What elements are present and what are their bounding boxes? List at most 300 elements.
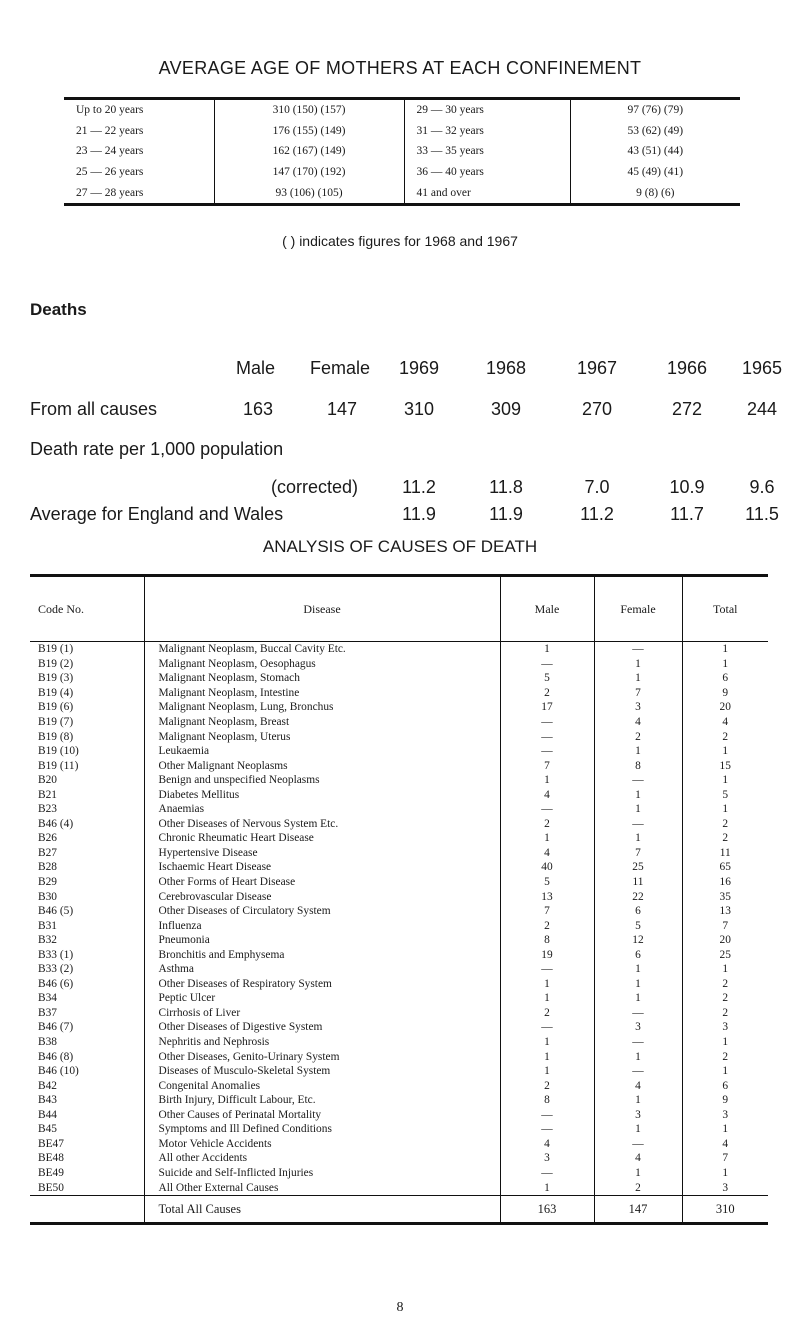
cause-disease: Nephritis and Nephrosis xyxy=(144,1035,500,1050)
cause-disease: Motor Vehicle Accidents xyxy=(144,1137,500,1152)
total-label: Total All Causes xyxy=(144,1195,500,1223)
deaths-header-1968: 1968 xyxy=(485,358,527,378)
cause-female: — xyxy=(594,773,682,788)
death-rate-1968: 11.8 xyxy=(489,477,523,497)
cause-female: 1 xyxy=(594,1166,682,1181)
table-row xyxy=(30,1122,768,1137)
cause-female: 1 xyxy=(594,1093,682,1108)
cause-disease: Malignant Neoplasm, Uterus xyxy=(144,729,500,744)
deaths-heading: Deaths xyxy=(30,300,87,319)
cause-total: 1 xyxy=(722,803,729,816)
cause-code: B19 (10) xyxy=(30,744,144,759)
cause-code: B19 (2) xyxy=(30,657,144,672)
table-row xyxy=(30,686,768,701)
cause-code: B19 (6) xyxy=(30,700,144,715)
cause-disease: Other Diseases of Nervous System Etc. xyxy=(144,817,500,832)
cause-male: — xyxy=(500,802,594,817)
cause-disease: Other Diseases of Respiratory System xyxy=(144,977,500,992)
cause-male: — xyxy=(500,729,594,744)
age-row xyxy=(64,182,740,204)
cause-disease: Leukaemia xyxy=(144,744,500,759)
age-range-left: 21 — 22 years xyxy=(64,121,214,142)
table-row xyxy=(30,1035,768,1050)
deaths-header-male: Male xyxy=(236,358,276,378)
death-rate-label: Death rate per 1,000 population xyxy=(30,439,284,459)
cause-code: B19 (11) xyxy=(30,758,144,773)
total-female: 147 xyxy=(594,1195,682,1223)
cause-female: 22 xyxy=(594,889,682,904)
table-row xyxy=(30,642,768,657)
cause-female: 1 xyxy=(594,991,682,1006)
cause-female: 1 xyxy=(594,962,682,977)
age-values-left: 147 (170) (192) xyxy=(214,162,404,183)
cause-male: 8 xyxy=(500,933,594,948)
age-range-right: 41 and over xyxy=(404,182,570,204)
cause-code: B43 xyxy=(30,1093,144,1108)
cause-disease: Malignant Neoplasm, Breast xyxy=(144,715,500,730)
table-row xyxy=(30,715,768,730)
england-wales-1969: 11.9 xyxy=(402,504,436,524)
cause-total: 20 xyxy=(719,701,731,714)
age-range-left: 25 — 26 years xyxy=(64,162,214,183)
cause-total: 7 xyxy=(722,919,729,932)
table-row xyxy=(30,933,768,948)
cause-code: B37 xyxy=(30,1006,144,1021)
cause-disease: Influenza xyxy=(144,918,500,933)
figures-note: ( ) indicates figures for 1968 and 1967 xyxy=(282,233,518,249)
cause-male: 4 xyxy=(500,787,594,802)
age-range-left: Up to 20 years xyxy=(64,99,214,121)
cause-female: — xyxy=(594,1064,682,1079)
death-rate-1965: 9.6 xyxy=(749,477,775,497)
cause-disease: Symptoms and Ill Defined Conditions xyxy=(144,1122,500,1137)
cause-male: 1 xyxy=(500,1064,594,1079)
deaths-header-1966: 1966 xyxy=(666,358,708,378)
cause-male: 2 xyxy=(500,1078,594,1093)
cause-code: B29 xyxy=(30,875,144,890)
cause-total: 20 xyxy=(719,934,731,947)
table-row xyxy=(30,1108,768,1123)
cause-male: 40 xyxy=(500,860,594,875)
age-range-right: 33 — 35 years xyxy=(404,141,570,162)
table-row xyxy=(30,918,768,933)
cause-female: 1 xyxy=(594,671,682,686)
table-row xyxy=(30,657,768,672)
cause-male: — xyxy=(500,744,594,759)
cause-disease: Benign and unspecified Neoplasms xyxy=(144,773,500,788)
cause-code: BE48 xyxy=(30,1151,144,1166)
cause-code: B19 (1) xyxy=(30,642,144,657)
table-row xyxy=(30,1180,768,1195)
age-values-left: 162 (167) (149) xyxy=(214,141,404,162)
cause-total: 2 xyxy=(722,817,729,830)
cause-female: 1 xyxy=(594,977,682,992)
table-row xyxy=(30,991,768,1006)
table-row xyxy=(30,1093,768,1108)
cause-total: 3 xyxy=(722,1108,729,1121)
cause-total: 2 xyxy=(722,1050,729,1063)
cause-total: 2 xyxy=(722,1006,729,1019)
age-values-left: 310 (150) (157) xyxy=(214,99,404,121)
cause-total: 15 xyxy=(719,759,731,772)
cause-total: 3 xyxy=(722,1181,729,1194)
age-row xyxy=(64,162,740,183)
cause-male: — xyxy=(500,1122,594,1137)
cause-total: 6 xyxy=(722,1079,729,1092)
causes-of-death-table xyxy=(30,574,768,1225)
cause-code: B19 (4) xyxy=(30,686,144,701)
cause-female: 1 xyxy=(594,802,682,817)
table-row xyxy=(30,875,768,890)
cause-code: B26 xyxy=(30,831,144,846)
table-row xyxy=(30,947,768,962)
age-values-right: 45 (49) (41) xyxy=(627,166,684,179)
cause-male: — xyxy=(500,715,594,730)
table-row xyxy=(30,758,768,773)
cause-male: 2 xyxy=(500,686,594,701)
table-row xyxy=(30,977,768,992)
cause-male: 1 xyxy=(500,991,594,1006)
age-values-right: 97 (76) (79) xyxy=(627,104,684,117)
cause-disease: Ischaemic Heart Disease xyxy=(144,860,500,875)
cause-disease: Other Diseases, Genito-Urinary System xyxy=(144,1049,500,1064)
age-values-right: 9 (8) (6) xyxy=(636,186,675,199)
cause-disease: All Other External Causes xyxy=(144,1180,500,1195)
cause-disease: Pneumonia xyxy=(144,933,500,948)
cause-female: 6 xyxy=(594,904,682,919)
cause-male: 1 xyxy=(500,1049,594,1064)
cause-male: — xyxy=(500,657,594,672)
death-rate-1966: 10.9 xyxy=(669,477,705,497)
cause-female: 11 xyxy=(594,875,682,890)
england-wales-1966: 11.7 xyxy=(670,504,704,524)
cause-code: B34 xyxy=(30,991,144,1006)
cause-total: 9 xyxy=(722,686,729,699)
cause-code: B46 (10) xyxy=(30,1064,144,1079)
cause-female: 25 xyxy=(594,860,682,875)
total-total: 310 xyxy=(682,1195,768,1223)
cause-female: 2 xyxy=(594,729,682,744)
age-range-right: 36 — 40 years xyxy=(404,162,570,183)
cause-total: 2 xyxy=(722,832,729,845)
cause-total: 1 xyxy=(722,1166,729,1179)
cause-female: 4 xyxy=(594,1078,682,1093)
cause-code: B31 xyxy=(30,918,144,933)
header-female: Female xyxy=(594,576,682,642)
cause-male: 7 xyxy=(500,758,594,773)
cause-total: 1 xyxy=(722,963,729,976)
header-male: Male xyxy=(500,576,594,642)
cause-male: 7 xyxy=(500,904,594,919)
cause-male: — xyxy=(500,1108,594,1123)
cause-code: B19 (8) xyxy=(30,729,144,744)
table-row xyxy=(30,787,768,802)
cause-disease: Anaemias xyxy=(144,802,500,817)
cause-male: 1 xyxy=(500,831,594,846)
age-values-left: 176 (155) (149) xyxy=(214,121,404,142)
age-range-right: 29 — 30 years xyxy=(404,99,570,121)
cause-total: 6 xyxy=(722,672,729,685)
deaths-header-1967: 1967 xyxy=(576,358,618,378)
all-causes-male: 163 xyxy=(242,399,274,419)
cause-female: 6 xyxy=(594,947,682,962)
cause-total: 2 xyxy=(722,977,729,990)
cause-female: 2 xyxy=(594,1180,682,1195)
cause-code: BE49 xyxy=(30,1166,144,1181)
cause-male: 13 xyxy=(500,889,594,904)
age-row xyxy=(64,99,740,121)
deaths-header-1965: 1965 xyxy=(741,358,783,378)
cause-code: BE47 xyxy=(30,1137,144,1152)
cause-code: B46 (6) xyxy=(30,977,144,992)
cause-female: — xyxy=(594,1137,682,1152)
cause-code: B23 xyxy=(30,802,144,817)
cause-male: 19 xyxy=(500,947,594,962)
cause-code: B46 (7) xyxy=(30,1020,144,1035)
table-row xyxy=(30,1006,768,1021)
cause-male: 5 xyxy=(500,875,594,890)
all-causes-1969: 310 xyxy=(403,399,435,419)
england-wales-label: Average for England and Wales xyxy=(30,504,284,524)
all-causes-label: From all causes xyxy=(30,399,158,419)
table-row xyxy=(30,1137,768,1152)
cause-male: — xyxy=(500,1166,594,1181)
cause-total: 5 xyxy=(722,788,729,801)
cause-code: B30 xyxy=(30,889,144,904)
cause-female: — xyxy=(594,1006,682,1021)
cause-male: 4 xyxy=(500,846,594,861)
table-row xyxy=(30,860,768,875)
cause-female: 1 xyxy=(594,657,682,672)
england-wales-1965: 11.5 xyxy=(745,504,779,524)
cause-male: 4 xyxy=(500,1137,594,1152)
table-row xyxy=(30,1166,768,1181)
death-rate-1967: 7.0 xyxy=(584,477,610,497)
cause-disease: Malignant Neoplasm, Intestine xyxy=(144,686,500,701)
cause-female: 3 xyxy=(594,700,682,715)
cause-total: 65 xyxy=(719,861,731,874)
deaths-header-female: Female xyxy=(310,358,371,378)
header-total: Total xyxy=(682,576,768,642)
cause-female: 3 xyxy=(594,1020,682,1035)
cause-male: 1 xyxy=(500,1180,594,1195)
cause-total: 16 xyxy=(719,876,731,889)
all-causes-female: 147 xyxy=(326,399,358,419)
cause-male: 2 xyxy=(500,817,594,832)
cause-total: 35 xyxy=(719,890,731,903)
cause-disease: Birth Injury, Difficult Labour, Etc. xyxy=(144,1093,500,1108)
cause-total: 13 xyxy=(719,905,731,918)
table-row xyxy=(30,1049,768,1064)
cause-code: B19 (7) xyxy=(30,715,144,730)
cause-male: 5 xyxy=(500,671,594,686)
table-row xyxy=(30,1151,768,1166)
cause-disease: All other Accidents xyxy=(144,1151,500,1166)
death-rate-1969: 11.2 xyxy=(402,477,436,497)
cause-code: B45 xyxy=(30,1122,144,1137)
cause-female: 1 xyxy=(594,744,682,759)
table-row xyxy=(30,817,768,832)
cause-disease: Hypertensive Disease xyxy=(144,846,500,861)
table-row xyxy=(30,1064,768,1079)
table-row xyxy=(30,744,768,759)
cause-total: 3 xyxy=(722,1021,729,1034)
age-range-left: 27 — 28 years xyxy=(64,182,214,204)
table-row xyxy=(30,1020,768,1035)
cause-female: 3 xyxy=(594,1108,682,1123)
cause-total: 1 xyxy=(722,1036,729,1049)
cause-male: 17 xyxy=(500,700,594,715)
cause-code: B32 xyxy=(30,933,144,948)
cause-total: 1 xyxy=(722,657,729,670)
cause-male: 1 xyxy=(500,1035,594,1050)
cause-female: — xyxy=(594,1035,682,1050)
cause-disease: Other Diseases of Digestive System xyxy=(144,1020,500,1035)
cause-female: — xyxy=(594,642,682,657)
cause-disease: Suicide and Self-Inflicted Injuries xyxy=(144,1166,500,1181)
table-row xyxy=(30,846,768,861)
cause-code: B27 xyxy=(30,846,144,861)
cause-code: B20 xyxy=(30,773,144,788)
cause-code: B33 (1) xyxy=(30,947,144,962)
cause-female: 1 xyxy=(594,787,682,802)
table-row xyxy=(30,831,768,846)
age-row xyxy=(64,121,740,142)
cause-disease: Asthma xyxy=(144,962,500,977)
england-wales-1967: 11.2 xyxy=(580,504,614,524)
table-row xyxy=(30,671,768,686)
age-values-right: 43 (51) (44) xyxy=(627,145,684,158)
table-row xyxy=(30,1078,768,1093)
all-causes-1965: 244 xyxy=(746,399,778,419)
cause-total: 11 xyxy=(719,846,731,859)
cause-disease: Diseases of Musculo-Skeletal System xyxy=(144,1064,500,1079)
age-of-mothers-table xyxy=(64,97,740,206)
total-row xyxy=(30,1195,768,1223)
cause-female: 12 xyxy=(594,933,682,948)
cause-male: 2 xyxy=(500,918,594,933)
cause-disease: Other Malignant Neoplasms xyxy=(144,758,500,773)
cause-disease: Malignant Neoplasm, Oesophagus xyxy=(144,657,500,672)
cause-code: B44 xyxy=(30,1108,144,1123)
cause-male: 1 xyxy=(500,773,594,788)
cause-code: B38 xyxy=(30,1035,144,1050)
cause-total: 1 xyxy=(722,745,729,758)
cause-total: 1 xyxy=(722,643,729,656)
age-values-left: 93 (106) (105) xyxy=(214,182,404,204)
table-row xyxy=(30,904,768,919)
cause-male: 8 xyxy=(500,1093,594,1108)
cause-total: 4 xyxy=(722,1137,729,1150)
cause-disease: Cirrhosis of Liver xyxy=(144,1006,500,1021)
all-causes-1968: 309 xyxy=(490,399,522,419)
cause-disease: Peptic Ulcer xyxy=(144,991,500,1006)
cause-total: 25 xyxy=(719,948,731,961)
death-rate-corrected-label: (corrected) xyxy=(271,477,359,497)
cause-female: 5 xyxy=(594,918,682,933)
deaths-header-1969: 1969 xyxy=(398,358,440,378)
cause-total: 7 xyxy=(722,1152,729,1165)
cause-male: 3 xyxy=(500,1151,594,1166)
all-causes-1967: 270 xyxy=(581,399,613,419)
cause-total: 1 xyxy=(722,1123,729,1136)
cause-male: — xyxy=(500,1020,594,1035)
cause-total: 9 xyxy=(722,1094,729,1107)
table-row xyxy=(30,889,768,904)
cause-male: 2 xyxy=(500,1006,594,1021)
cause-code: B28 xyxy=(30,860,144,875)
age-values-right: 53 (62) (49) xyxy=(627,124,684,137)
causes-table-body xyxy=(30,642,768,1196)
causes-header-row xyxy=(30,576,768,642)
cause-code: BE50 xyxy=(30,1180,144,1195)
table-row xyxy=(30,802,768,817)
cause-code: B19 (3) xyxy=(30,671,144,686)
cause-disease: Malignant Neoplasm, Lung, Bronchus xyxy=(144,700,500,715)
age-table-body xyxy=(64,99,740,205)
all-causes-1966: 272 xyxy=(671,399,703,419)
total-code-cell xyxy=(30,1195,144,1223)
table-row xyxy=(30,773,768,788)
cause-disease: Diabetes Mellitus xyxy=(144,787,500,802)
cause-code: B46 (8) xyxy=(30,1049,144,1064)
cause-female: — xyxy=(594,817,682,832)
cause-disease: Cerebrovascular Disease xyxy=(144,889,500,904)
analysis-title: ANALYSIS OF CAUSES OF DEATH xyxy=(262,537,538,556)
cause-female: 1 xyxy=(594,831,682,846)
cause-disease: Other Causes of Perinatal Mortality xyxy=(144,1108,500,1123)
table-row xyxy=(30,729,768,744)
cause-total: 4 xyxy=(722,716,729,728)
cause-total: 1 xyxy=(722,774,729,787)
england-wales-1968: 11.9 xyxy=(489,504,523,524)
cause-disease: Other Diseases of Circulatory System xyxy=(144,904,500,919)
cause-male: 1 xyxy=(500,977,594,992)
cause-total: 2 xyxy=(722,992,729,1005)
cause-disease: Congenital Anomalies xyxy=(144,1078,500,1093)
header-disease: Disease xyxy=(144,576,500,642)
age-row xyxy=(64,141,740,162)
age-range-left: 23 — 24 years xyxy=(64,141,214,162)
cause-code: B46 (5) xyxy=(30,904,144,919)
cause-code: B46 (4) xyxy=(30,817,144,832)
cause-female: 7 xyxy=(594,686,682,701)
cause-male: 1 xyxy=(500,642,594,657)
table-row xyxy=(30,962,768,977)
cause-code: B33 (2) xyxy=(30,962,144,977)
cause-male: — xyxy=(500,962,594,977)
cause-disease: Bronchitis and Emphysema xyxy=(144,947,500,962)
cause-female: 4 xyxy=(594,1151,682,1166)
cause-total: 1 xyxy=(722,1065,729,1078)
page-title: AVERAGE AGE OF MOTHERS AT EACH CONFINEMENT xyxy=(158,58,642,78)
header-code: Code No. xyxy=(30,576,144,642)
total-male: 163 xyxy=(500,1195,594,1223)
cause-female: 1 xyxy=(594,1049,682,1064)
age-range-right: 31 — 32 years xyxy=(404,121,570,142)
cause-disease: Other Forms of Heart Disease xyxy=(144,875,500,890)
cause-code: B21 xyxy=(30,787,144,802)
cause-female: 4 xyxy=(594,715,682,730)
cause-total: 2 xyxy=(722,730,729,743)
cause-disease: Malignant Neoplasm, Stomach xyxy=(144,671,500,686)
cause-disease: Malignant Neoplasm, Buccal Cavity Etc. xyxy=(144,642,500,657)
cause-female: 1 xyxy=(594,1122,682,1137)
cause-disease: Chronic Rheumatic Heart Disease xyxy=(144,831,500,846)
cause-female: 8 xyxy=(594,758,682,773)
page-number: 8 xyxy=(396,1300,404,1315)
cause-female: 7 xyxy=(594,846,682,861)
